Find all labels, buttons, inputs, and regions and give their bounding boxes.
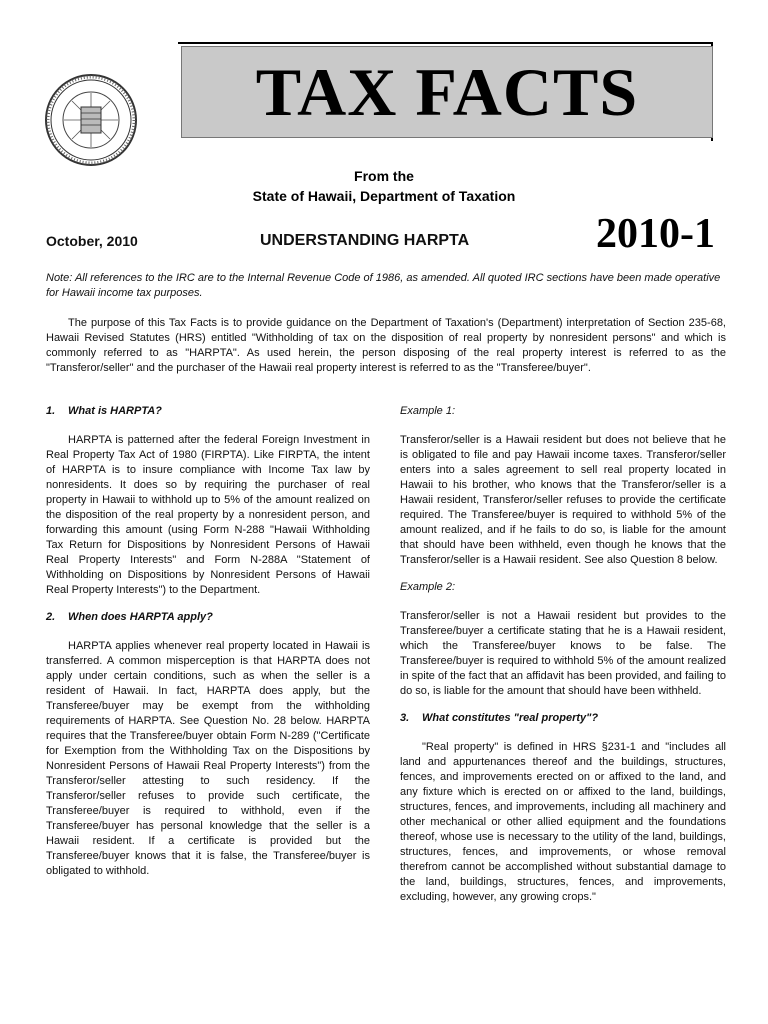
example-2-label: Example 2: [400,581,456,593]
issue-number: 2010-1 [596,211,715,257]
question-2-number: 2. [46,611,56,623]
question-3-number: 3. [400,712,410,724]
question-2-text: When does HARPTA apply? [68,611,213,623]
intro-paragraph: The purpose of this Tax Facts is to provide guidance on the Department of Taxation's (Department) interpretation of Section 235-68, Hawaii Revised Statutes (HRS) entitled "Withholding of tax on the disposition of real property by nonresident persons" and which is commonly referred to as "HARPTA". As used herein, the person disposing of the real property interest is referred to as the "Transferor/seller" and the purchaser of the Hawaii real property interest is referred to as the "Transferee/buyer". [46,317,726,374]
department-name: State of Hawaii, Department of Taxation [252,188,516,204]
question-1-text: What is HARPTA? [68,405,162,417]
banner-title: TAX FACTS [255,53,639,130]
document-title: UNDERSTANDING HARPTA [260,232,470,249]
example-1-label: Example 1: [400,405,456,417]
question-1-number: 1. [46,405,56,417]
left-column [46,404,370,891]
question-3-heading [400,711,726,726]
answer-2-paragraph: HARPTA applies whenever real property located in Hawaii is transferred. A common misperception is that HARPTA does not apply under certain conditions, such as when the seller is a resident of Hawaii. In fact, HARPTA does apply, but the Transferee/buyer may be exempt from the withholding requirements of HARPTA. See Question No. 28 below. HARPTA requires that the Transferee/buyer obtain Form N-289 ("Certificate for Exemption from the Withholding Tax on the Dispositions by Nonresident Persons of Hawaii Real Property Interests") from the Transferor/seller attesting to such residency. If the Transferor/seller refuses to provide such certificate, the Transferee/buyer is required to withhold, even if the Transferee/buyer has personal knowledge that the seller is a Hawaii resident. If a certificate is provided but the Transferee/buyer knows that it is false, the Transferee/buyer is obligated to withhold. [46,640,370,877]
answer-1-paragraph: HARPTA is patterned after the federal Foreign Investment in Real Property Tax Act of 1980 (FIRPTA). Like FIRPTA, the intent of HARPTA is to insure compliance with Income Tax law by nonresidents. It does so by requiring the purchaser of real property in Hawaii to withhold up to 5% of the amount realized on the disposition of the real property by a nonresident person, and forwarding this amount (using Form N-288 "Hawaii Withholding Tax Return for Dispositions by Nonresident Persons of Hawaii Real Property Interests" and Form N-288A "Statement of Withholding on Dispositions by Nonresident Persons of Hawaii Real Property Interests") to the Department. [46,434,370,596]
issue-date: October, 2010 [46,233,138,249]
title-banner [181,46,713,138]
example-1-paragraph: Transferor/seller is a Hawaii resident but does not believe that he is obligated to file and pay Hawaii income taxes. Transferor/seller enters into a sales agreement to sell real property located in Hawaii to his brother, who knows that the Transferor/seller is a Hawaii resident, Transferor/seller refuses to provide the certificate required. The Transferee/buyer is required to withhold 5% of the amount realized, and if he fails to do so, is liable for the amount that should have been withheld, even though he knows that the Transferor/seller is a Hawaii resident. See also Question 8 below. [400,434,726,566]
question-3-text: What constitutes "real property"? [422,712,599,724]
example-2-paragraph: Transferor/seller is not a Hawaii resident but provides to the Transferee/buyer a certificate stating that he is a Hawaii resident, which the Transferee/buyer knows to be false. The Transferee/buyer is required to withhold 5% of the amount realized in spite of the fact that an affidavit has been provided, and failing to do so, is liable for the amount that should have been withheld. [400,610,726,697]
from-line: From the [354,168,414,184]
state-seal-logo [44,73,138,167]
question-1-heading [46,404,370,419]
question-2-heading [46,610,370,625]
right-column [400,404,726,917]
answer-3-paragraph: "Real property" is defined in HRS §231-1 and "includes all land and appurtenances thereof and the buildings, structures, fences, and improvements erected on or affixed to the land, and any fixture which is erected on or affixed to the land, buildings, structures, fences, and improvements, including all machinery and other mechanical or other allied equipment and the foundations thereof, whose use is necessary to the utility of the land, buildings, structures, fences, and improvements, or whose removal therefrom cannot be accomplished without substantial damage to the land, buildings, structures, fences, and improvements, excluding, however, any growing crops." [400,741,726,903]
note-paragraph: Note: All references to the IRC are to the Internal Revenue Code of 1986, as amended. All quoted IRC sections have been made operative for Hawaii income tax purposes. [46,272,721,299]
